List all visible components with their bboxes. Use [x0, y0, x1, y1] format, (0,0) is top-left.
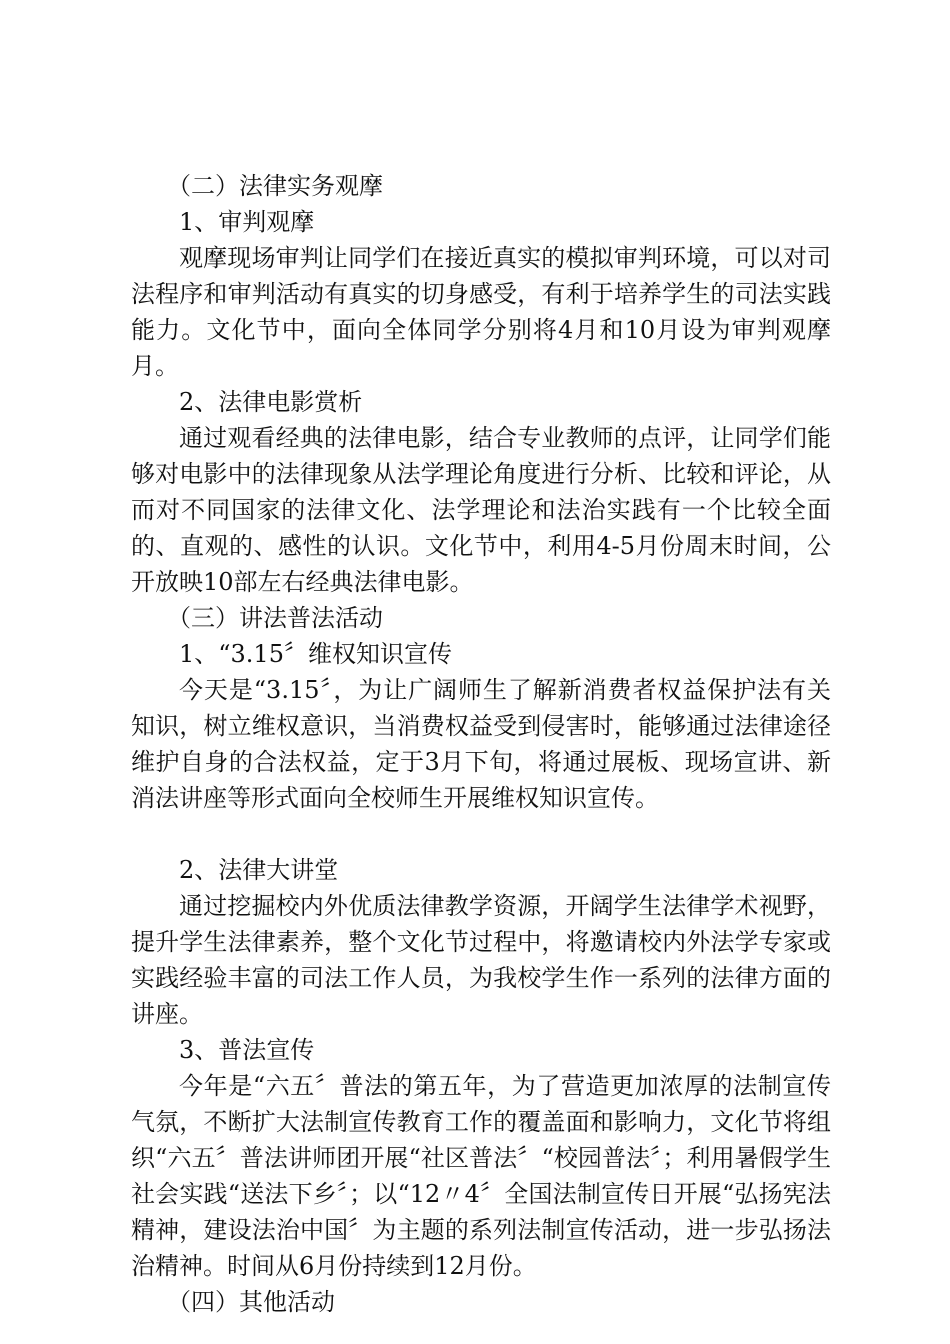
- section-heading-practice: （二）法律实务观摩: [167, 172, 383, 200]
- section-heading-law-promotion: （三）讲法普法活动: [167, 604, 383, 632]
- blank-line: [131, 816, 831, 852]
- paragraph-legal-film: 通过观看经典的法律电影，结合专业教师的点评，让同学们能够对电影中的法律现象从法学理论角度进行分析、比较和评论，从而对不同国家的法律文化、法学理论和法治实践有一个比较全面的、直观的、感性的认识。文化节中，利用4-5月份周末时间，公开放映10部左右经典法律电影。: [131, 424, 831, 596]
- item-title-legal-film: 2、法律电影赏析: [179, 388, 363, 416]
- document-body: [131, 168, 831, 1320]
- paragraph-consumer-rights: 今天是“3.15〞，为让广阔师生了解新消费者权益保护法有关知识，树立维权意识，当消费权益受到侵害时，能够通过法律途径维护自身的合法权益，定于3月下旬，将通过展板、现场宣讲、新消法讲座等形式面向全校师生开展维权知识宣传。: [131, 676, 831, 812]
- section-heading-other: （四）其他活动: [167, 1288, 335, 1316]
- paragraph-law-lecture: 通过挖掘校内外优质法律教学资源，开阔学生法律学术视野，提升学生法律素养，整个文化节过程中，将邀请校内外法学专家或实践经验丰富的司法工作人员，为我校学生作一系列的法律方面的讲座。: [131, 892, 831, 1028]
- item-title-trial-observation: 1、审判观摩: [179, 208, 315, 236]
- item-title-law-publicity: 3、普法宣传: [179, 1036, 315, 1064]
- paragraph-law-publicity: 今年是“六五〞普法的第五年，为了营造更加浓厚的法制宣传气氛，不断扩大法制宣传教育工作的覆盖面和影响力，文化节将组织“六五〞普法讲师团开展“社区普法〞“校园普法〞；利用暑假学生社会实践“送法下乡〞；以“12〃4〞全国法制宣传日开展“弘扬宪法精神，建设法治中国〞为主题的系列法制宣传活动，进一步弘扬法治精神。时间从6月份持续到12月份。: [131, 1072, 831, 1280]
- item-title-consumer-rights: 1、“3.15〞维权知识宣传: [179, 640, 452, 668]
- paragraph-trial-observation: 观摩现场审判让同学们在接近真实的模拟审判环境，可以对司法程序和审判活动有真实的切身感受，有利于培养学生的司法实践能力。文化节中，面向全体同学分别将4月和10月设为审判观摩月。: [131, 244, 831, 380]
- item-title-law-lecture: 2、法律大讲堂: [179, 856, 339, 884]
